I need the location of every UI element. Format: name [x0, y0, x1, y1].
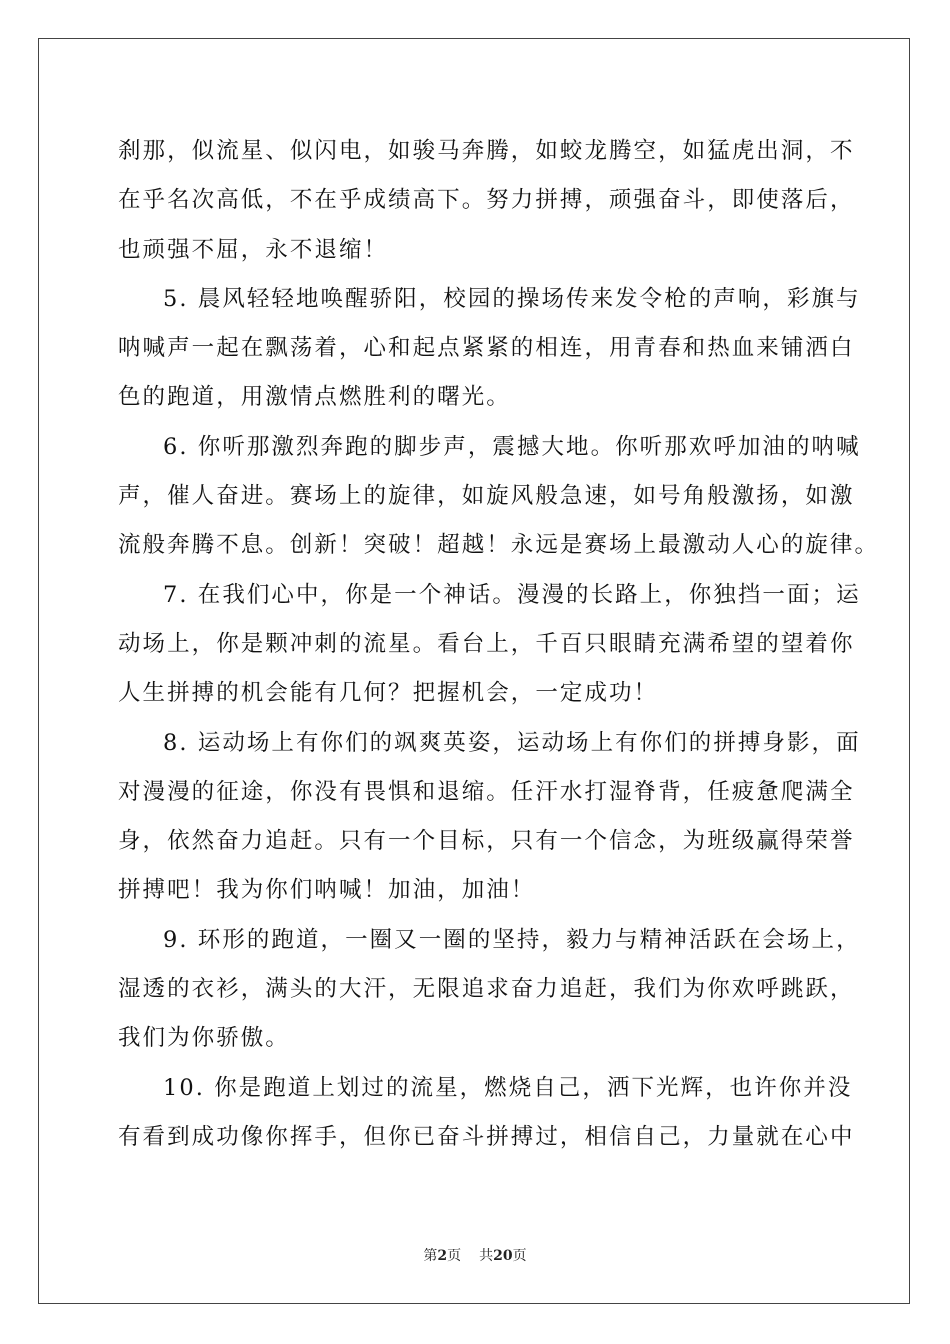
text-line: 我们为你骄傲。	[118, 1025, 290, 1052]
page-current: 2	[437, 1248, 448, 1264]
text-line: 动场上，你是颗冲刺的流星。看台上，千百只眼睛充满希望的望着你	[118, 630, 855, 657]
page-unit: 页	[447, 1248, 462, 1264]
text-line-item-10: 10. 你是跑道上划过的流星，燃烧自己，洒下光辉，也许你并没	[163, 1074, 853, 1101]
text-line: 有看到成功像你挥手，但你已奋斗拼搏过，相信自己，力量就在心中	[118, 1123, 855, 1150]
text-line: 呐喊声一起在飘荡着，心和起点紧紧的相连，用青春和热血来铺洒白	[118, 335, 855, 362]
page-prefix: 第	[423, 1248, 438, 1264]
text-line-item-9: 9. 环形的跑道，一圈又一圈的坚持，毅力与精神活跃在会场上，	[163, 926, 861, 953]
total-unit: 页	[512, 1248, 527, 1264]
text-line: 在乎名次高低，不在乎成绩高下。努力拼搏，顽强奋斗，即使落后，	[118, 187, 855, 214]
total-prefix: 共	[479, 1248, 494, 1264]
text-line-item-6: 6. 你听那激烈奔跑的脚步声，震撼大地。你听那欢呼加油的呐喊	[163, 433, 861, 460]
text-line: 刹那，似流星、似闪电，如骏马奔腾，如蛟龙腾空，如猛虎出洞，不	[118, 138, 855, 164]
text-line: 拼搏吧！我为你们呐喊！加油，加油！	[118, 877, 536, 904]
text-line: 湿透的衣衫，满头的大汗，无限追求奋力追赶，我们为你欢呼跳跃，	[118, 976, 855, 1003]
text-line-item-7: 7. 在我们心中，你是一个神话。漫漫的长路上，你独挡一面；运	[163, 581, 861, 608]
document-body	[118, 127, 880, 1162]
text-line: 人生拼搏的机会能有几何？把握机会，一定成功！	[118, 680, 659, 707]
text-line: 流般奔腾不息。创新！突破！超越！永远是赛场上最激动人心的旋律。	[118, 532, 880, 559]
text-line: 也顽强不屈，永不退缩！	[118, 236, 389, 263]
text-line-item-8: 8. 运动场上有你们的飒爽英姿，运动场上有你们的拼搏身影，面	[163, 729, 861, 756]
text-line: 身，依然奋力追赶。只有一个目标，只有一个信念，为班级赢得荣誉	[118, 828, 855, 855]
text-line-item-5: 5. 晨风轻轻地唤醒骄阳，校园的操场传来发令枪的声响，彩旗与	[163, 285, 861, 312]
text-line: 声，催人奋进。赛场上的旋律，如旋风般急速，如号角般激扬，如激	[118, 483, 855, 510]
page-total: 20	[493, 1248, 513, 1264]
page-footer	[0, 1245, 950, 1265]
text-line: 色的跑道，用激情点燃胜利的曙光。	[118, 384, 511, 411]
text-line: 对漫漫的征途，你没有畏惧和退缩。任汗水打湿脊背，任疲惫爬满全	[118, 778, 855, 805]
